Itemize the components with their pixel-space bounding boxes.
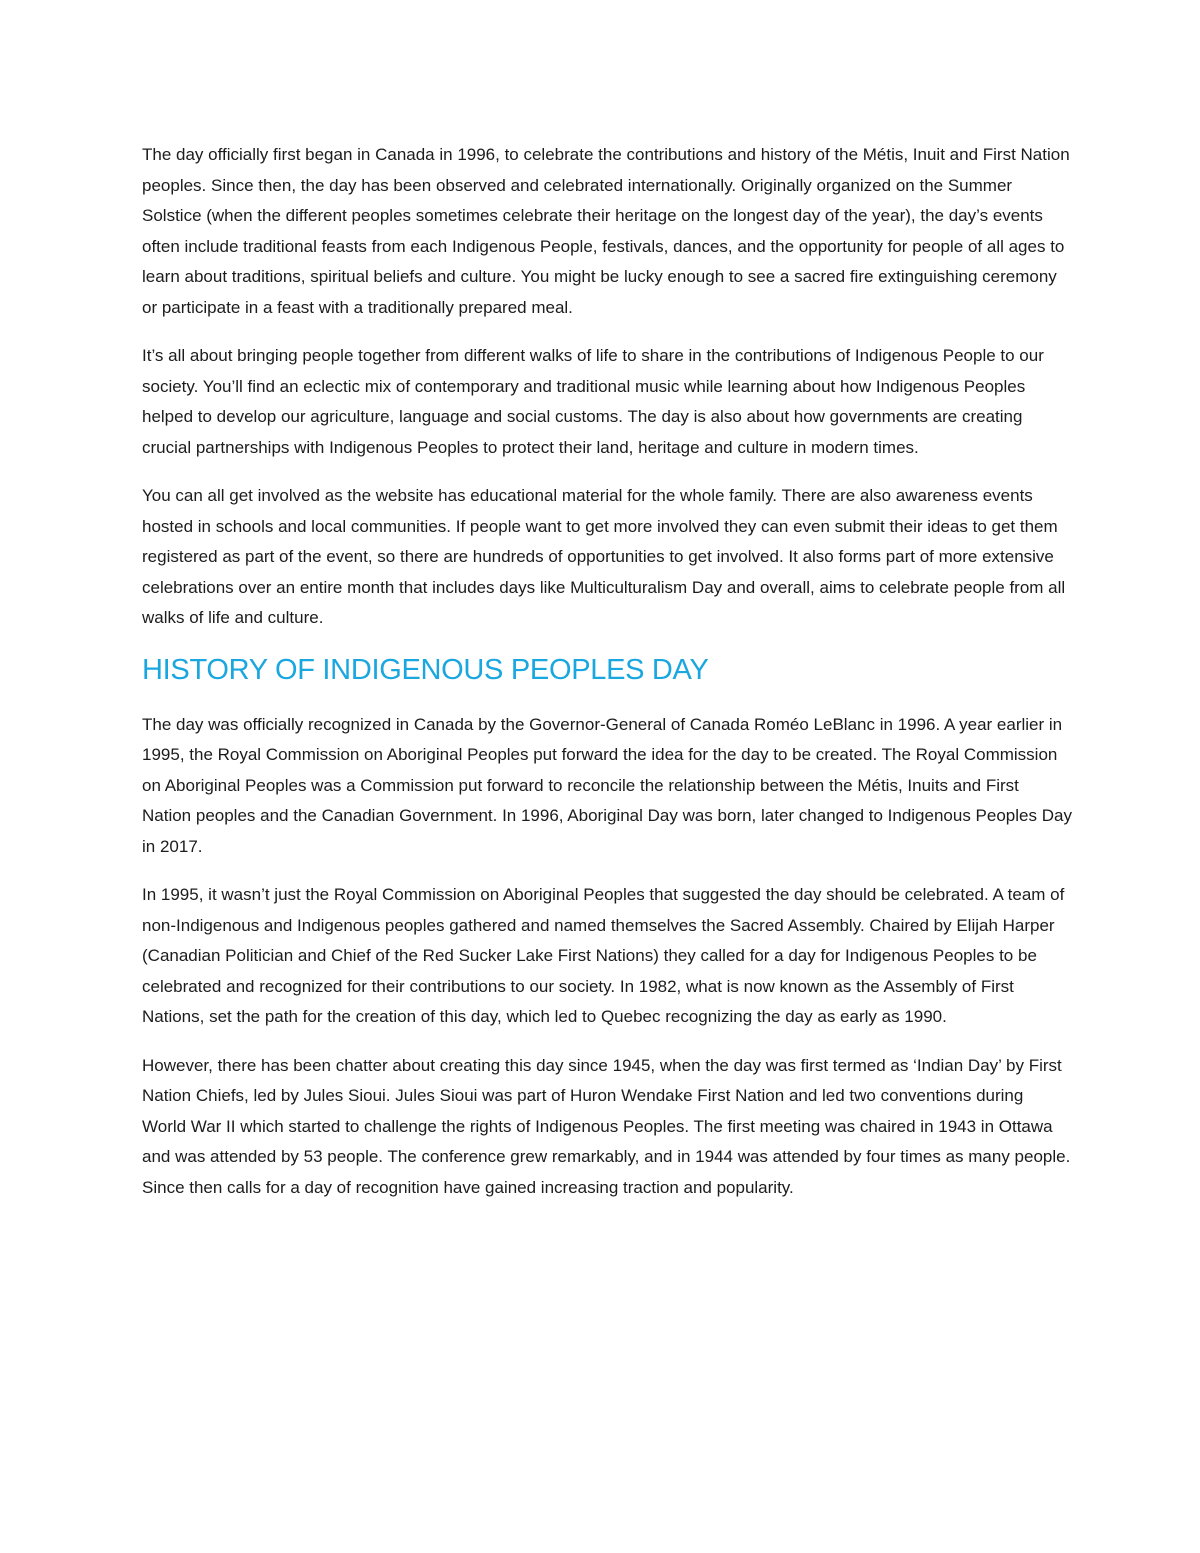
intro-paragraph-1: The day officially first began in Canada in 1996, to celebrate the contributions and history of the Métis, Inuit and First Nation peoples. Since then, the day has been observed and celebrated internationally. Originally organized on the Summer Solstice (when the different peoples sometimes celebrate their heritage on the longest day of the year), the day’s events often include traditional feasts from each Indigenous People, festivals, dances, and the opportunity for people of all ages to learn about traditions, spiritual beliefs and culture. You might be lucky enough to see a sacred fire extinguishing ceremony or participate in a feast with a traditionally prepared meal.	[142, 145, 1070, 317]
intro-paragraph-3: You can all get involved as the website has educational material for the whole family. There are also awareness events hosted in schools and local communities. If people want to get more involved they can even submit their ideas to get them registered as part of the event, so there are hundreds of opportunities to get involved. It also forms part of more extensive celebrations over an entire month that includes days like Multiculturalism Day and overall, aims to celebrate people from all walks of life and culture.	[142, 486, 1066, 627]
intro-paragraph-2: It’s all about bringing people together from different walks of life to share in the contributions of Indigenous People to our society. You’ll find an eclectic mix of contemporary and traditional music while learning about how Indigenous Peoples helped to develop our agriculture, language and social customs. The day is also about how governments are creating crucial partnerships with Indigenous Peoples to protect their land, heritage and culture in modern times.	[142, 346, 1044, 457]
document-page	[142, 140, 1072, 1221]
history-heading: HISTORY OF INDIGENOUS PEOPLES DAY	[142, 653, 709, 686]
history-paragraph-2: In 1995, it wasn’t just the Royal Commission on Aboriginal Peoples that suggested the day should be celebrated. A team of non-Indigenous and Indigenous peoples gathered and named themselves the Sacred Assembly. Chaired by Elijah Harper (Canadian Politician and Chief of the Red Sucker Lake First Nations) they called for a day for Indigenous Peoples to be celebrated and recognized for their contributions to our society. In 1982, what is now known as the Assembly of First Nations, set the path for the creation of this day, which led to Quebec recognizing the day as early as 1990.	[142, 885, 1065, 1026]
history-paragraph-3: However, there has been chatter about creating this day since 1945, when the day was first termed as ‘Indian Day’ by First Nation Chiefs, led by Jules Sioui. Jules Sioui was part of Huron Wendake First Nation and led two conventions during World War II which started to challenge the rights of Indigenous Peoples. The first meeting was chaired in 1943 in Ottawa and was attended by 53 people. The conference grew remarkably, and in 1944 was attended by four times as many people. Since then calls for a day of recognition have gained increasing traction and popularity.	[142, 1055, 1071, 1197]
history-paragraph-1: The day was officially recognized in Canada by the Governor-General of Canada Roméo LeBlanc in 1996. A year earlier in 1995, the Royal Commission on Aboriginal Peoples put forward the idea for the day to be created. The Royal Commission on Aboriginal Peoples was a Commission put forward to reconcile the relationship between the Métis, Inuits and First Nation peoples and the Canadian Government. In 1996, Aboriginal Day was born, later changed to Indigenous Peoples Day in 2017.	[142, 714, 1072, 856]
